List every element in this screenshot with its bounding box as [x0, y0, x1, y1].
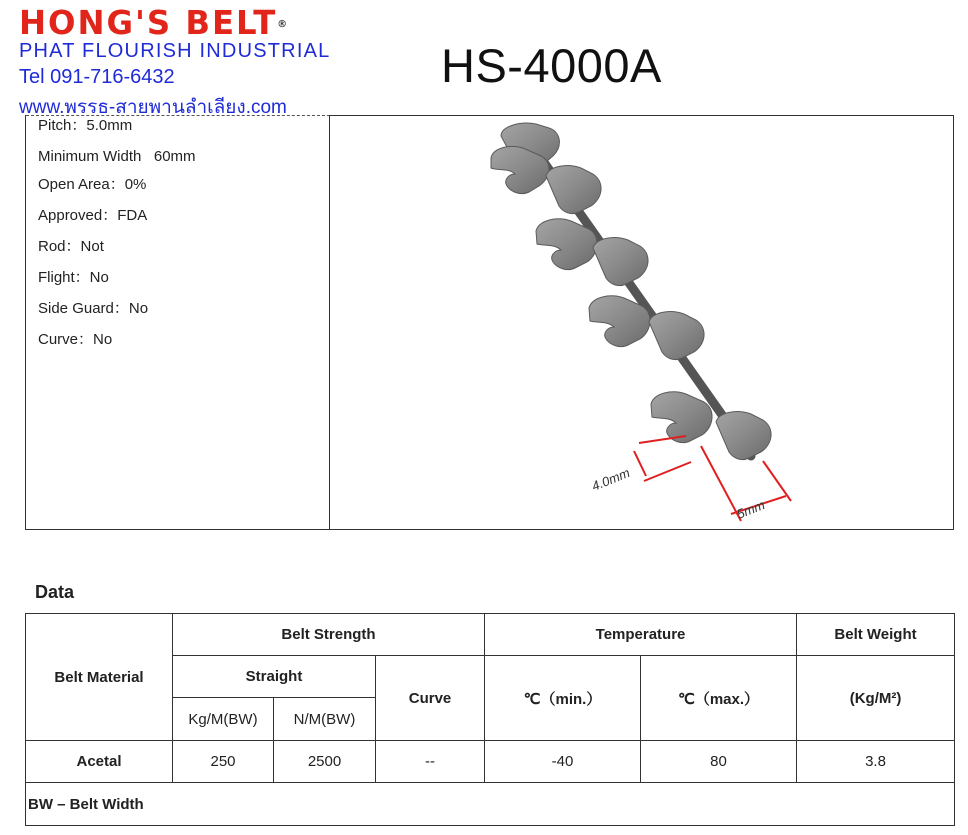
header-temp-max: ℃（max.）: [641, 656, 797, 741]
logo-text: HONG'S BELT: [19, 3, 278, 42]
website-url: www.พรรธ-สายพานลำเลียง.com: [19, 97, 287, 118]
dim-height-label: 4.0mm: [589, 464, 632, 494]
spec-rod: Rod：Not: [38, 238, 104, 255]
registered-mark: ®: [277, 19, 288, 30]
spec-open-area: Open Area：0%: [38, 176, 147, 193]
brand-logo: [19, 5, 293, 41]
spec-list: [38, 117, 196, 362]
cell-curve: --: [376, 741, 485, 783]
belt-figure: [331, 116, 953, 529]
cell-kg: 250: [173, 741, 274, 783]
header-belt-weight: Belt Weight: [797, 614, 955, 656]
spec-min-width: Minimum Width 60mm: [38, 148, 196, 165]
dimension-lines: [634, 436, 791, 521]
spec-side-guard: Side Guard：No: [38, 300, 149, 317]
company-name: PHAT FLOURISH INDUSTRIAL: [19, 40, 331, 62]
header-n-unit: N/M(BW): [274, 698, 376, 741]
cell-weight: 3.8: [797, 741, 955, 783]
belt-links: [491, 123, 771, 459]
header-temp-min: ℃（min.）: [485, 656, 641, 741]
product-title: HS-4000A: [441, 39, 662, 92]
spec-frame-divider: [329, 115, 330, 530]
header-kg-unit: Kg/M(BW): [173, 698, 274, 741]
spec-flight: Flight：No: [38, 269, 109, 286]
belt-illustration: [331, 116, 953, 529]
section-title: Data: [35, 582, 75, 602]
cell-temp-max: 80: [641, 741, 797, 783]
header-belt-material: Belt Material: [26, 614, 173, 741]
dim-pitch-label: 5mm: [734, 497, 767, 522]
phone-number: Tel 091-716-6432: [19, 66, 175, 88]
spec-pitch: Pitch：5.0mm: [38, 117, 133, 134]
header-straight: Straight: [173, 656, 376, 698]
header-weight-unit: (Kg/M²): [797, 656, 955, 741]
cell-material: Acetal: [26, 741, 173, 783]
header-temperature: Temperature: [485, 614, 797, 656]
cell-temp-min: -40: [485, 741, 641, 783]
table-note: BW – Belt Width: [26, 783, 955, 826]
data-table: [25, 613, 955, 826]
header-curve: Curve: [376, 656, 485, 741]
header-belt-strength: Belt Strength: [173, 614, 485, 656]
spec-approved: Approved：FDA: [38, 207, 148, 224]
spec-curve: Curve：No: [38, 331, 113, 348]
cell-n: 2500: [274, 741, 376, 783]
